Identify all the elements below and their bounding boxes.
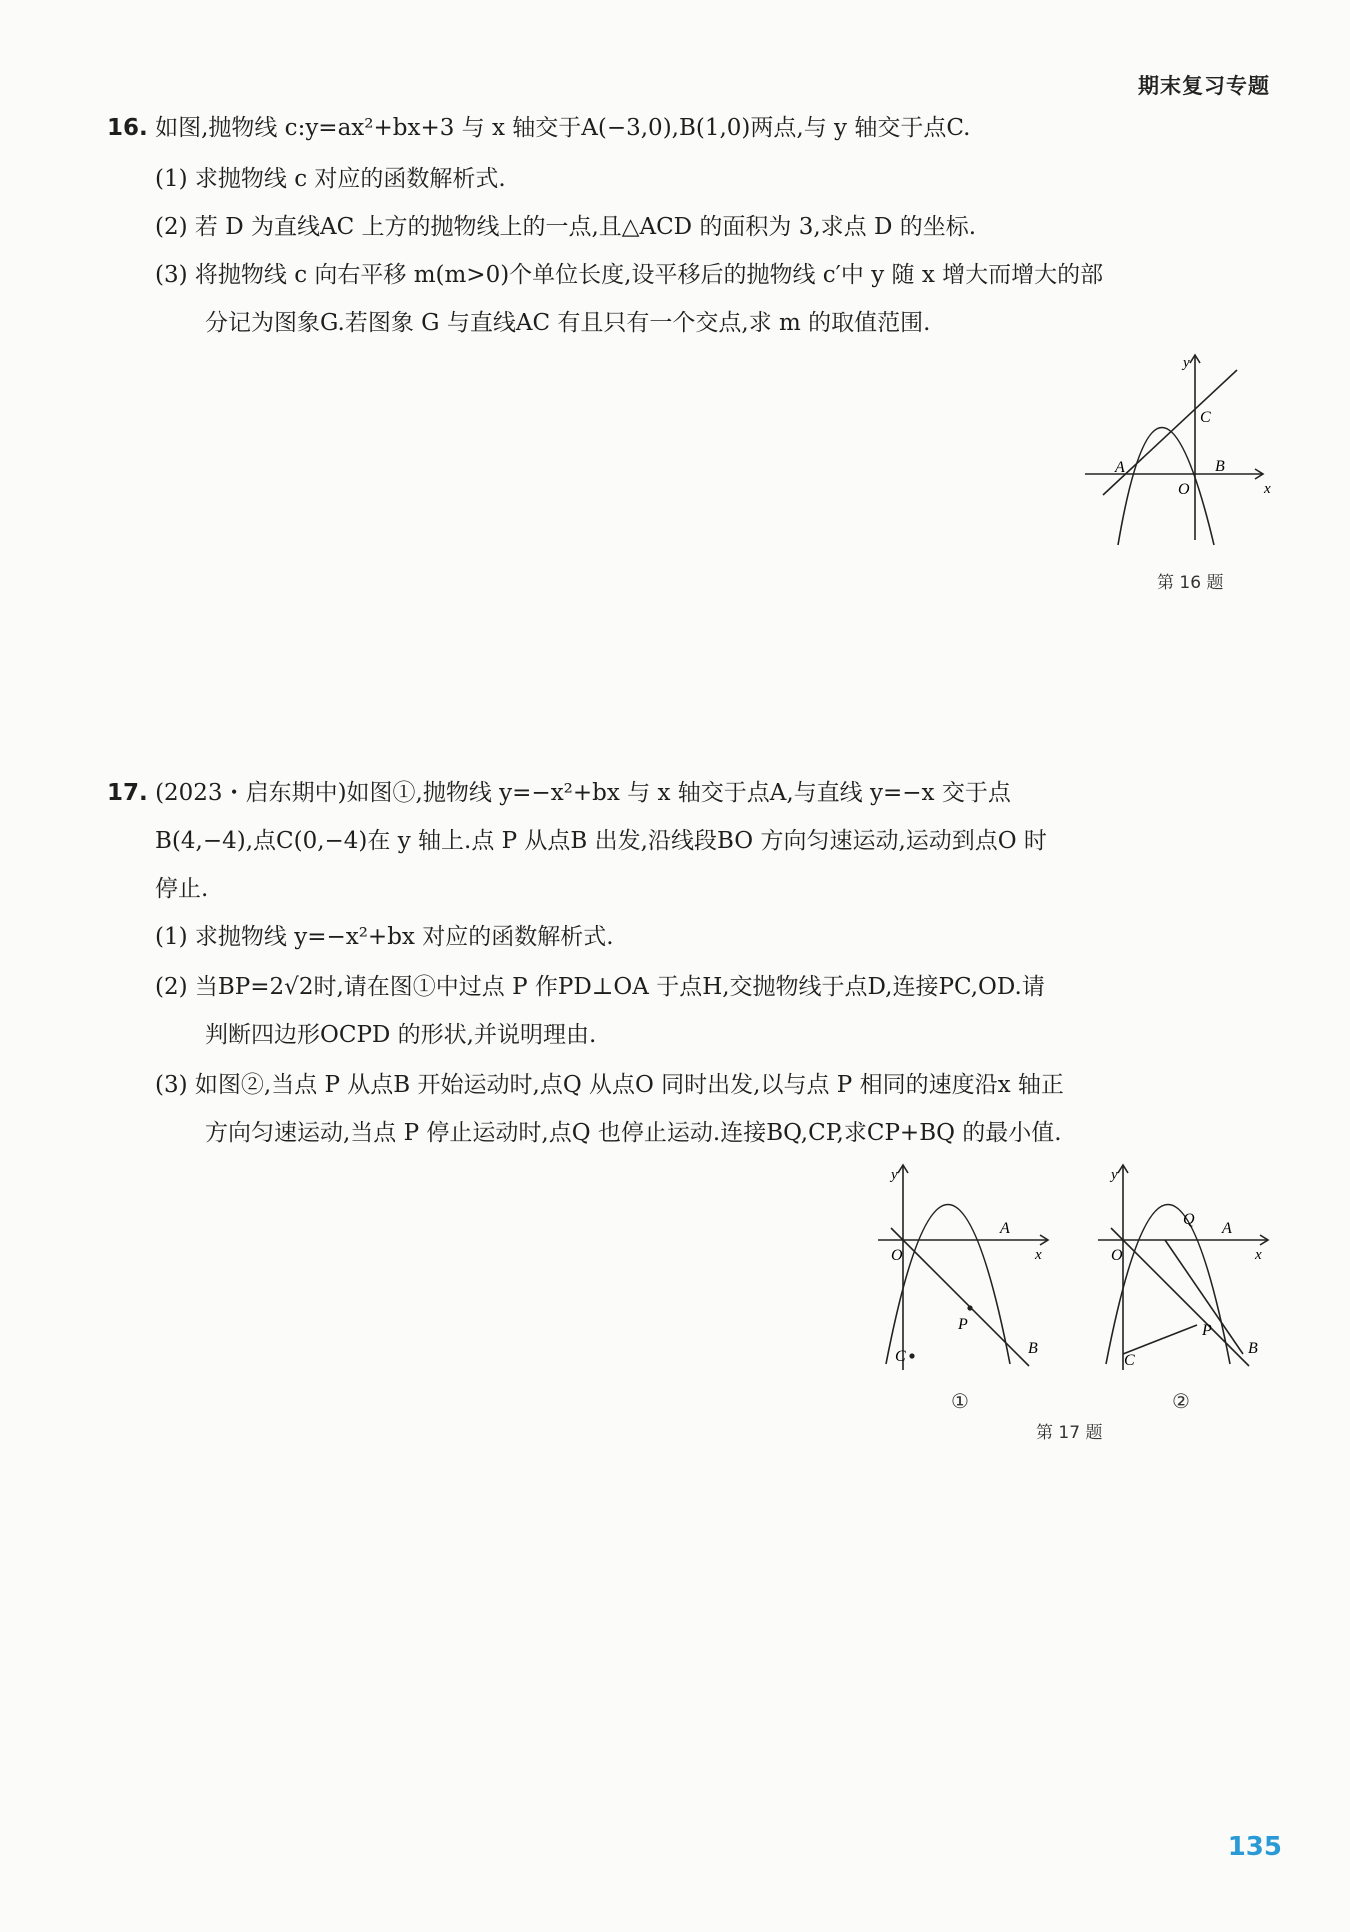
q17f2-label-o: O: [1111, 1247, 1123, 1264]
q17-part3-line1: (3) 如图②,当点 P 从点B 开始运动时,点Q 从点O 同时出发,以与点 P 相同的速度沿x 轴正: [155, 1072, 1064, 1098]
q17-part3-line2: 方向匀速运动,当点 P 停止运动时,点Q 也停止运动.连接BQ,CP,求CP+BQ 的最小值.: [205, 1120, 1062, 1146]
q17-stem-line3: 停止.: [155, 876, 209, 902]
q16-label-c: C: [1200, 409, 1211, 426]
q17f1-point-p: [967, 1305, 972, 1310]
q17f2-label-c: C: [1124, 1352, 1135, 1369]
q16-label-a: A: [1115, 459, 1125, 476]
q16-line-ac: [1103, 370, 1237, 495]
q16-stem: 如图,抛物线 c:y=ax²+bx+3 与 x 轴交于A(−3,0),B(1,0)两点,与 y 轴交于点C.: [155, 115, 971, 141]
q16-part3-line2: 分记为图象G.若图象 G 与直线AC 有且只有一个交点,求 m 的取值范围.: [205, 310, 931, 336]
q17-stem-line2: B(4,−4),点C(0,−4)在 y 轴上.点 P 从点B 出发,沿线段BO 方向匀速运动,运动到点O 时: [155, 828, 1047, 854]
q16-part3-line1: (3) 将抛物线 c 向右平移 m(m>0)个单位长度,设平移后的抛物线 c′中 y 随 x 增大而增大的部: [155, 262, 1104, 288]
q16-label-b: B: [1215, 458, 1225, 475]
q17f2-label-y: y: [1111, 1167, 1118, 1183]
q17f2-label-q: Q: [1183, 1211, 1195, 1228]
q17-number: 17.: [107, 780, 148, 806]
q17f1-label-o: O: [891, 1247, 903, 1264]
q17f2-line-bo: [1111, 1228, 1249, 1366]
q16-label-x: x: [1264, 481, 1271, 497]
q17-stem-a: (2023・启东期中)如图①,抛物线 y=−x²+bx 与 x 轴交于点A,与直线 y=−x 交于点: [155, 780, 1011, 806]
page-header-title: 期末复习专题: [1138, 74, 1270, 98]
q17f1-label-p: P: [958, 1316, 968, 1333]
q17f1-label-b: B: [1028, 1340, 1038, 1357]
q16-caption: 第 16 题: [1157, 573, 1224, 593]
q17f2-label-p: P: [1202, 1322, 1212, 1339]
q17f1-label-a: A: [1000, 1220, 1010, 1237]
q17f2-label-b: B: [1248, 1340, 1258, 1357]
q17-figure-1: [875, 1160, 1055, 1400]
q16-parabola: [1118, 428, 1214, 546]
q17f1-label-c: C: [895, 1348, 906, 1365]
q17f2-label-a: A: [1222, 1220, 1232, 1237]
q16-label-o: O: [1178, 481, 1190, 498]
q16-part2: (2) 若 D 为直线AC 上方的抛物线上的一点,且△ACD 的面积为 3,求点 D 的坐标.: [155, 214, 977, 240]
q17-part1: (1) 求抛物线 y=−x²+bx 对应的函数解析式.: [155, 924, 614, 950]
q16-figure: [1080, 350, 1270, 550]
q17-figure-2: [1095, 1160, 1275, 1400]
q17f2-label-x: x: [1255, 1247, 1262, 1263]
page-number: 135: [1227, 1832, 1282, 1862]
q17-part2-line1: (2) 当BP=2√2时,请在图①中过点 P 作PD⊥OA 于点H,交抛物线于点D,连接PC,OD.请: [155, 974, 1045, 1000]
q17-figure-1-mark: ①: [951, 1389, 969, 1413]
q17f2-segment-cp: [1123, 1325, 1197, 1354]
q16-label-y: y: [1183, 355, 1190, 371]
q17-stem-line1: [107, 778, 1011, 808]
q16-part1: (1) 求抛物线 c 对应的函数解析式.: [155, 166, 506, 192]
q16-stem-line: [107, 113, 970, 143]
q17-figure-2-mark: ②: [1172, 1389, 1190, 1413]
q17f1-label-x: x: [1035, 1247, 1042, 1263]
q17f1-point-c: [909, 1353, 914, 1358]
q17f1-label-y: y: [891, 1167, 898, 1183]
q17f1-line-bo: [891, 1228, 1029, 1366]
q17-part2-line2: 判断四边形OCPD 的形状,并说明理由.: [205, 1022, 597, 1048]
q16-number: 16.: [107, 115, 148, 141]
q17-caption: 第 17 题: [1036, 1423, 1103, 1443]
